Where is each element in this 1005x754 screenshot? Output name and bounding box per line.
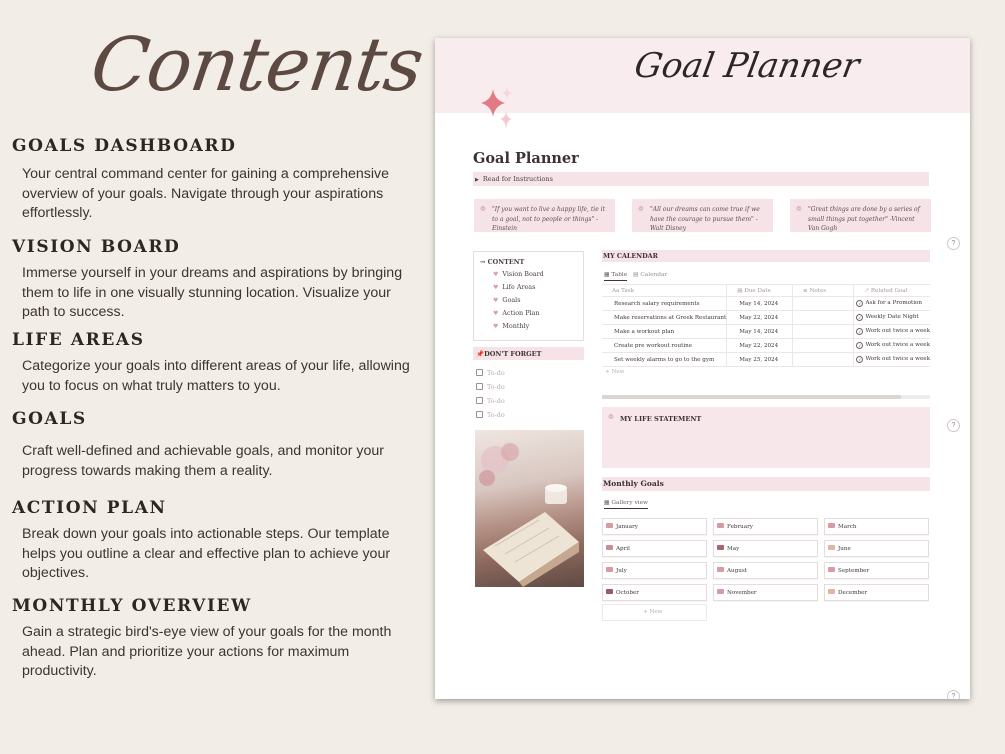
goal-cell[interactable]: ✓ Weekly Date Night <box>854 311 930 325</box>
pin-icon: 📌 <box>476 350 485 358</box>
folder-icon <box>606 545 613 550</box>
quote-callout <box>474 199 615 232</box>
section-body: Categorize your goals into different areas of your life, allowing you to focus on what truly matters to you. <box>22 358 410 394</box>
section-body: Gain a strategic bird's-eye view of your goals for the month ahead. Plan and prioritize your actions for maximum productivity. <box>22 624 392 679</box>
photo-illustration <box>475 430 584 587</box>
due-cell[interactable]: May 22, 2024 <box>727 339 793 353</box>
section-body: Your central command center for gaining a comprehensive overview of your goals. Navigate through your aspirations effortlessly. <box>22 166 389 221</box>
section-heading: GOALS <box>12 409 87 429</box>
month-card-october[interactable]: October <box>602 584 707 601</box>
flower-icon: ❁ <box>608 413 614 421</box>
page-title: Goal Planner <box>473 150 579 167</box>
section-body: Craft well-defined and achievable goals, and monitor your progress towards making them a reality. <box>22 443 384 479</box>
month-card-march[interactable]: March <box>824 518 929 535</box>
section-heading: VISION BOARD <box>12 237 181 257</box>
month-card-november[interactable]: November <box>713 584 818 601</box>
column-header[interactable]: ≡ Notes <box>792 285 853 297</box>
section-monthly-overview <box>12 596 412 682</box>
toc-item-vision-board[interactable]: ♥ Vision Board <box>493 270 544 278</box>
todo-item[interactable]: To-do <box>476 397 505 405</box>
folder-icon <box>828 589 835 594</box>
life-statement-callout[interactable] <box>602 407 930 468</box>
folder-icon <box>828 567 835 572</box>
instructions-toggle[interactable] <box>473 172 929 186</box>
task-cell[interactable]: Set weekly alarms to go to the gym <box>602 353 727 367</box>
notes-cell[interactable] <box>792 297 853 311</box>
table-header-row <box>602 285 930 297</box>
checkbox[interactable] <box>476 369 483 376</box>
todo-item[interactable]: To-do <box>476 369 505 377</box>
decorative-photo <box>475 430 584 587</box>
goal-cell[interactable]: ✓ Work out twice a week <box>854 353 930 367</box>
month-card-april[interactable]: April <box>602 540 707 557</box>
due-cell[interactable]: May 14, 2024 <box>727 325 793 339</box>
new-row-button[interactable]: + New <box>605 369 625 375</box>
folder-icon <box>828 545 835 550</box>
column-header[interactable]: Aa Task <box>602 285 727 297</box>
heart-icon: ♥ <box>493 323 499 330</box>
new-month-button[interactable]: + New <box>602 604 707 621</box>
month-card-february[interactable]: February <box>713 518 818 535</box>
task-cell[interactable]: Make reservations at Greek Restaurant <box>602 311 727 325</box>
table-row[interactable] <box>602 325 930 339</box>
section-goals <box>12 409 412 481</box>
table-row[interactable] <box>602 339 930 353</box>
arrow-right-icon: → <box>480 258 488 266</box>
month-card-august[interactable]: August <box>713 562 818 579</box>
section-heading: ACTION PLAN <box>12 498 167 518</box>
heart-icon: ♥ <box>493 271 499 278</box>
toc-item-monthly[interactable]: ♥ Monthly <box>493 322 530 330</box>
folder-icon <box>828 523 835 528</box>
flower-icon: ❁ <box>796 205 802 213</box>
tab-calendar[interactable]: ▤ Calendar <box>633 272 668 278</box>
monthly-goals-heading: Monthly Goals <box>602 477 930 491</box>
flower-icon: ❁ <box>638 205 644 213</box>
notes-cell[interactable] <box>792 325 853 339</box>
folder-icon <box>717 545 724 550</box>
toc-heading: → CONTENT <box>480 258 525 266</box>
table-row[interactable] <box>602 353 930 367</box>
section-heading: MONTHLY OVERVIEW <box>12 596 252 616</box>
help-icon[interactable]: ? <box>947 690 960 699</box>
section-body: Break down your goals into actionable steps. Our template helps you outline a clear and effective plan to achieve your objectives. <box>22 526 391 581</box>
section-action-plan <box>12 498 412 584</box>
section-life-areas <box>12 330 412 396</box>
section-goals-dashboard <box>12 136 412 224</box>
column-header[interactable]: ↗ Related Goal <box>854 285 930 297</box>
column-header[interactable]: ▤ Due Date <box>727 285 793 297</box>
heart-icon: ♥ <box>493 284 499 291</box>
folder-icon <box>606 589 613 594</box>
due-cell[interactable]: May 22, 2024 <box>727 311 793 325</box>
calendar-heading: MY CALENDAR <box>602 250 930 262</box>
quote-text: "Great things are done by a series of small things put together" -Vincent Van Gogh <box>808 206 920 232</box>
check-circle-icon: ✓ <box>858 343 862 348</box>
quote-text: "If you want to live a happy life, tie it to a goal, not to people or things" - Einstein <box>492 206 605 232</box>
calendar-icon: ▤ <box>633 272 641 278</box>
notes-cell[interactable] <box>792 339 853 353</box>
tab-gallery-view[interactable]: ▦ Gallery view <box>604 500 648 509</box>
calendar-table <box>602 284 930 367</box>
table-icon: ▦ <box>604 272 612 278</box>
quote-text: "All our dreams can come true if we have the courage to pursue them" - Walt Disney <box>650 206 760 232</box>
notes-cell[interactable] <box>792 311 853 325</box>
cover-title: Goal Planner <box>631 46 863 86</box>
lines-icon: ≡ <box>802 287 810 294</box>
folder-icon <box>606 567 613 572</box>
quote-callout <box>790 199 931 232</box>
month-card-july[interactable]: July <box>602 562 707 579</box>
due-cell[interactable]: May 14, 2024 <box>727 297 793 311</box>
horizontal-scrollbar[interactable] <box>602 395 930 399</box>
section-heading: LIFE AREAS <box>12 330 145 350</box>
check-circle-icon: ✓ <box>858 329 862 334</box>
relation-arrow-icon: ↗ <box>864 287 871 294</box>
calendar-small-icon: ▤ <box>737 287 745 294</box>
month-card-may[interactable]: May <box>713 540 818 557</box>
toggle-label: Read for Instructions <box>482 175 553 183</box>
help-icon[interactable]: ? <box>947 237 960 250</box>
section-body: Immerse yourself in your dreams and aspirations by bringing them to life in one visually stunning location. Visualize your path to success. <box>22 265 403 320</box>
month-card-january[interactable]: January <box>602 518 707 535</box>
due-cell[interactable]: May 25, 2024 <box>727 353 793 367</box>
notion-page-preview <box>435 38 970 699</box>
toc-item-action-plan[interactable]: ♥ Action Plan <box>493 309 540 317</box>
todo-item[interactable]: To-do <box>476 383 505 391</box>
month-card-september[interactable]: September <box>824 562 929 579</box>
checkbox[interactable] <box>476 397 483 404</box>
section-vision-board <box>12 237 412 323</box>
task-cell[interactable]: Research salary requirements <box>602 297 727 311</box>
flower-icon: ❁ <box>480 205 486 213</box>
toc-item-goals[interactable]: ♥ Goals <box>493 296 521 304</box>
contents-title: Contents <box>85 22 428 108</box>
task-cell[interactable]: Create pre workout routine <box>602 339 727 353</box>
section-heading: GOALS DASHBOARD <box>12 136 237 156</box>
table-row[interactable] <box>602 311 930 325</box>
month-card-june[interactable]: June <box>824 540 929 557</box>
folder-icon <box>717 523 724 528</box>
folder-icon <box>717 567 724 572</box>
check-circle-icon: ✓ <box>858 357 862 362</box>
goal-cell[interactable]: ✓ Work out twice a week <box>854 325 930 339</box>
checkbox[interactable] <box>476 383 483 390</box>
cover-banner <box>435 38 970 113</box>
tab-table[interactable]: ▦ Table <box>604 272 627 281</box>
toggle-triangle-icon[interactable]: ▶ <box>475 177 479 183</box>
goal-cell[interactable]: ✓ Work out twice a week <box>854 339 930 353</box>
task-cell[interactable]: Make a workout plan <box>602 325 727 339</box>
folder-icon <box>606 523 613 528</box>
help-icon[interactable]: ? <box>947 419 960 432</box>
todo-item[interactable]: To-do <box>476 411 505 419</box>
quote-callout <box>632 199 773 232</box>
heart-icon: ♥ <box>493 297 499 304</box>
life-statement-label: MY LIFE STATEMENT <box>620 415 702 423</box>
gallery-icon: ▦ <box>604 500 612 506</box>
check-circle-icon: ✓ <box>858 315 862 320</box>
toc-item-life-areas[interactable]: ♥ Life Areas <box>493 283 536 291</box>
checkbox[interactable] <box>476 411 483 418</box>
sparkle-icon <box>479 85 513 131</box>
table-of-contents <box>473 251 584 341</box>
folder-icon <box>717 589 724 594</box>
goal-cell[interactable]: ✓ Ask for a Promotion <box>854 297 930 311</box>
check-circle-icon: ✓ <box>858 301 862 306</box>
month-card-december[interactable]: December <box>824 584 929 601</box>
dont-forget-heading: 📌DON'T FORGET <box>473 347 584 360</box>
heart-icon: ♥ <box>493 310 499 317</box>
table-row[interactable] <box>602 297 930 311</box>
notes-cell[interactable] <box>792 353 853 367</box>
